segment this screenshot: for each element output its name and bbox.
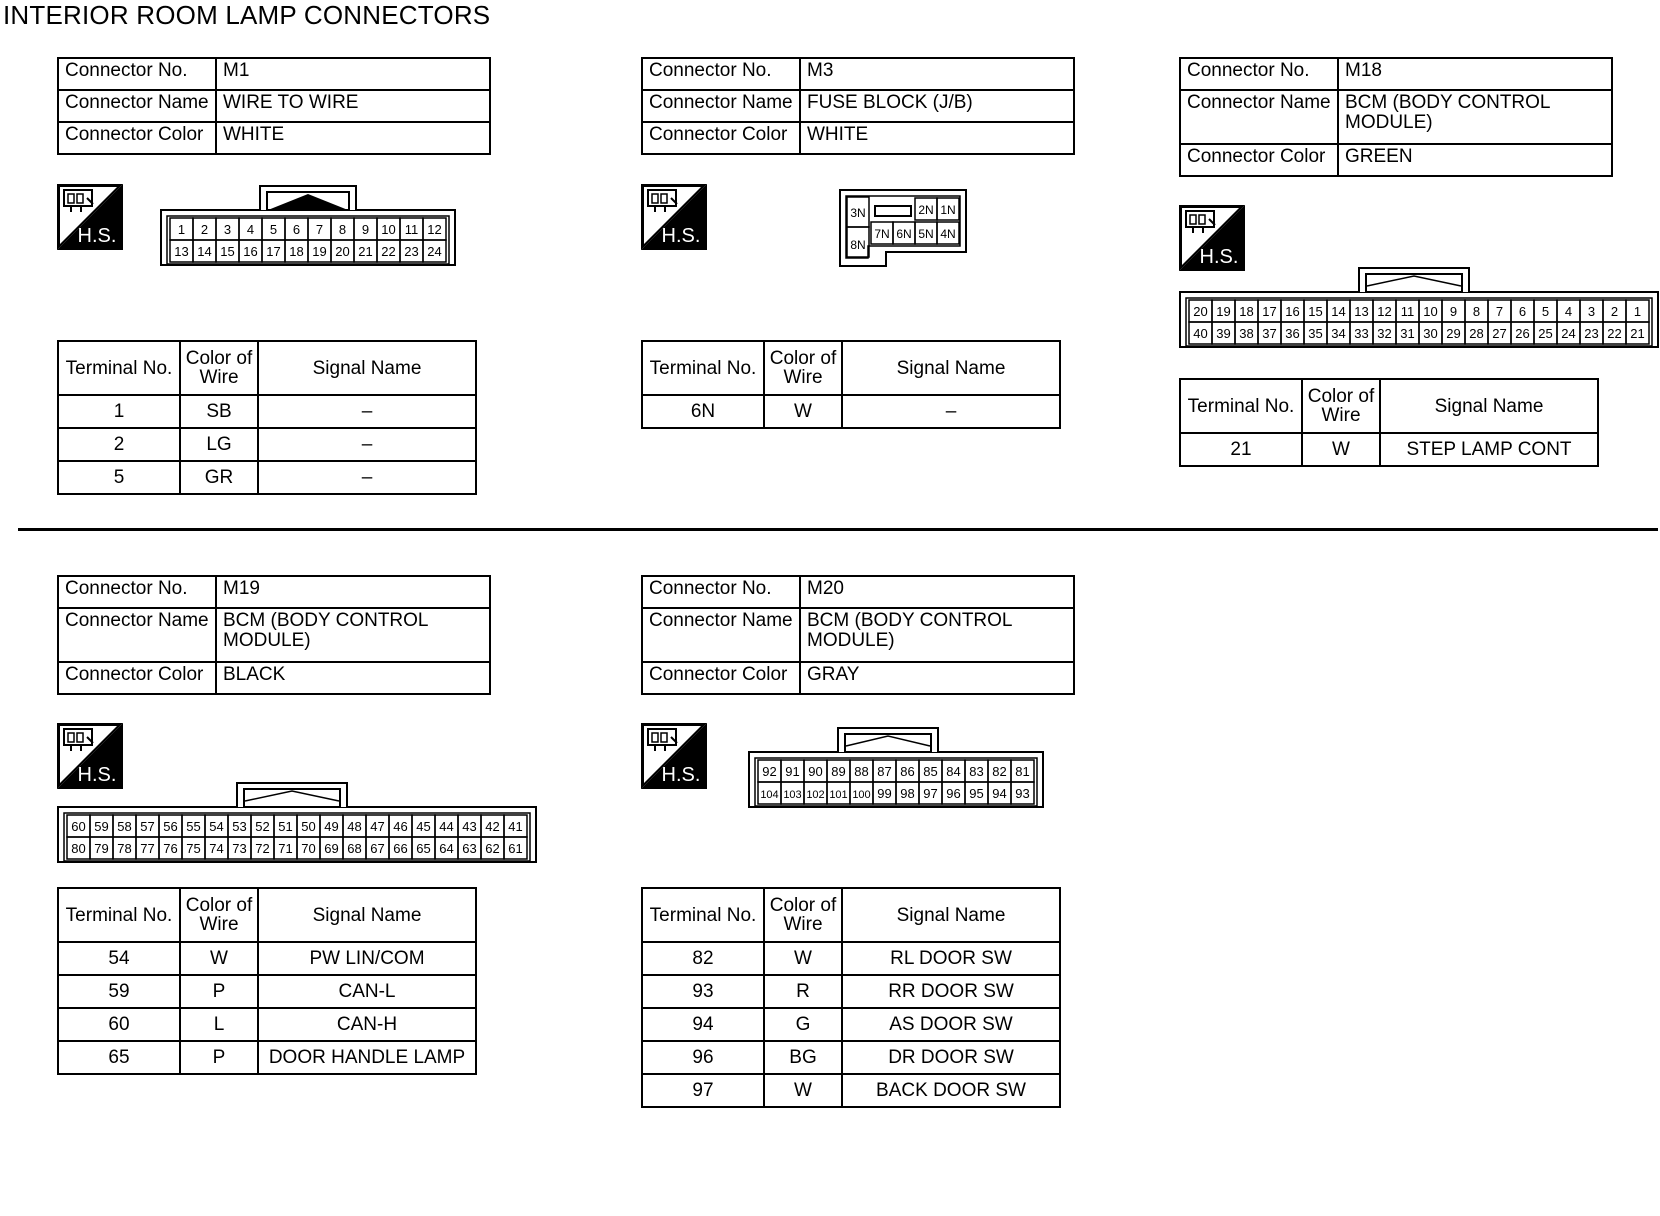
table-row — [642, 1074, 1060, 1107]
pin-label: 2 — [1610, 304, 1619, 319]
connector-no-value: M20 — [800, 576, 1074, 608]
pin-label: 101 — [829, 789, 848, 801]
harness-side-icon — [641, 184, 707, 250]
connector-color-value: WHITE — [800, 122, 1074, 154]
pin-label: 5 — [1541, 304, 1550, 319]
pin-label: 29 — [1446, 326, 1461, 341]
wire-color-cell: W — [1302, 433, 1380, 466]
pin-label: 85 — [923, 764, 938, 779]
table-row — [58, 461, 476, 494]
pin-label: 54 — [209, 819, 224, 834]
connector-color-value: WHITE — [216, 122, 490, 154]
signal-name-cell: – — [258, 428, 476, 461]
connector-color-label: Connector Color — [58, 662, 216, 694]
pin-label: 9 — [1449, 304, 1458, 319]
pin-label: 71 — [278, 841, 293, 856]
signal-name-cell: – — [842, 395, 1060, 428]
table-row — [1180, 433, 1598, 466]
pin-label: 5N — [918, 227, 934, 241]
wire-color-header: Color of Wire — [764, 888, 842, 942]
pin-label: 48 — [347, 819, 362, 834]
table-row — [58, 1041, 476, 1074]
connector-name-label: Connector Name — [642, 90, 800, 122]
pin-label: 80 — [71, 841, 86, 856]
signal-name-cell: AS DOOR SW — [842, 1008, 1060, 1041]
pin-label: 22 — [1607, 326, 1622, 341]
pin-label: 34 — [1331, 326, 1346, 341]
signal-name-cell: – — [258, 461, 476, 494]
connector-name-label: Connector Name — [642, 608, 800, 662]
connector-color-label: Connector Color — [1180, 144, 1338, 176]
wire-color-cell: W — [764, 1074, 842, 1107]
table-row — [58, 942, 476, 975]
table-row — [58, 1008, 476, 1041]
terminal-no-cell: 5 — [58, 461, 180, 494]
pin-label: 10 — [381, 222, 396, 237]
signal-name-cell: – — [258, 395, 476, 428]
wire-color-cell: SB — [180, 395, 258, 428]
wire-color-cell: W — [764, 395, 842, 428]
pin-label: 103 — [783, 789, 802, 801]
pin-label: 7N — [874, 227, 890, 241]
harness-side-icon — [1179, 205, 1245, 271]
pin-label: 98 — [900, 786, 915, 801]
pin-label: 99 — [877, 786, 892, 801]
pin-label: 17 — [266, 244, 281, 259]
pin-label: 75 — [186, 841, 201, 856]
pin-label: 23 — [404, 244, 419, 259]
pin-label: 72 — [255, 841, 270, 856]
pin-label: 77 — [140, 841, 155, 856]
terminal-table-m3 — [641, 340, 1061, 429]
terminal-no-header: Terminal No. — [58, 888, 180, 942]
pin-label: 1N — [940, 203, 956, 217]
pin-label: 3N — [850, 206, 866, 220]
pin-label: 39 — [1216, 326, 1231, 341]
pin-label: 27 — [1492, 326, 1507, 341]
connector-info-m19 — [57, 575, 491, 695]
table-row — [642, 1008, 1060, 1041]
pin-label: 65 — [416, 841, 431, 856]
harness-side-icon — [641, 723, 707, 789]
pin-label: 6N — [896, 227, 912, 241]
pin-label: 20 — [1193, 304, 1208, 319]
terminal-no-header: Terminal No. — [642, 341, 764, 395]
terminal-no-cell: 21 — [1180, 433, 1302, 466]
terminal-no-cell: 59 — [58, 975, 180, 1008]
terminal-no-cell: 2 — [58, 428, 180, 461]
pin-label: 90 — [808, 764, 823, 779]
pin-label: 43 — [462, 819, 477, 834]
connector-no-value: M18 — [1338, 58, 1612, 90]
connector-diagram-m1 — [160, 184, 456, 271]
terminal-no-header: Terminal No. — [642, 888, 764, 942]
terminal-table-m20 — [641, 887, 1061, 1108]
wire-color-cell: GR — [180, 461, 258, 494]
pin-label: 7 — [315, 222, 324, 237]
terminal-no-cell: 1 — [58, 395, 180, 428]
terminal-no-cell: 54 — [58, 942, 180, 975]
pin-label: 66 — [393, 841, 408, 856]
harness-side-icon — [57, 723, 123, 789]
pin-label: 93 — [1015, 786, 1030, 801]
connector-name-value: WIRE TO WIRE — [216, 90, 490, 122]
pin-label: 3 — [223, 222, 232, 237]
pin-label: 82 — [992, 764, 1007, 779]
table-row — [642, 1041, 1060, 1074]
terminal-no-cell: 94 — [642, 1008, 764, 1041]
signal-name-header: Signal Name — [258, 888, 476, 942]
pin-label: 86 — [900, 764, 915, 779]
connector-no-value: M3 — [800, 58, 1074, 90]
signal-name-header: Signal Name — [842, 341, 1060, 395]
wire-color-header: Color of Wire — [1302, 379, 1380, 433]
pin-label: 91 — [785, 764, 800, 779]
terminal-no-cell: 93 — [642, 975, 764, 1008]
pin-label: 45 — [416, 819, 431, 834]
pin-label: 52 — [255, 819, 270, 834]
connector-info-m20 — [641, 575, 1075, 695]
connector-no-value: M19 — [216, 576, 490, 608]
pin-label: 12 — [1377, 304, 1392, 319]
connector-no-label: Connector No. — [58, 576, 216, 608]
pin-label: 49 — [324, 819, 339, 834]
pin-label: 100 — [852, 789, 871, 801]
connector-info-m1 — [57, 57, 491, 155]
table-row — [642, 975, 1060, 1008]
pin-label: 56 — [163, 819, 178, 834]
pin-label: 1 — [1633, 304, 1642, 319]
pin-label: 30 — [1423, 326, 1438, 341]
pin-label: 42 — [485, 819, 500, 834]
pin-label: 10 — [1423, 304, 1438, 319]
signal-name-cell: CAN-H — [258, 1008, 476, 1041]
pin-label: 15 — [1308, 304, 1323, 319]
hs-label: H.S. — [77, 764, 117, 786]
signal-name-cell: RL DOOR SW — [842, 942, 1060, 975]
signal-name-cell: PW LIN/COM — [258, 942, 476, 975]
pin-label: 4 — [1564, 304, 1573, 319]
wire-color-cell: BG — [764, 1041, 842, 1074]
pin-label: 11 — [1400, 304, 1415, 319]
pin-label: 61 — [508, 841, 523, 856]
pin-label: 24 — [427, 244, 442, 259]
table-row — [58, 395, 476, 428]
pin-label: 13 — [174, 244, 189, 259]
connector-name-value: BCM (BODY CONTROL MODULE) — [216, 608, 490, 662]
pin-label: 68 — [347, 841, 362, 856]
pin-label: 6 — [1518, 304, 1527, 319]
pin-label: 38 — [1239, 326, 1254, 341]
pin-label: 89 — [831, 764, 846, 779]
pin-label: 74 — [209, 841, 224, 856]
connector-no-label: Connector No. — [58, 58, 216, 90]
page-title: INTERIOR ROOM LAMP CONNECTORS — [3, 0, 491, 30]
pin-label: 17 — [1262, 304, 1277, 319]
wire-color-cell: LG — [180, 428, 258, 461]
pin-label: 19 — [312, 244, 327, 259]
pin-label: 60 — [71, 819, 86, 834]
pin-label: 36 — [1285, 326, 1300, 341]
pin-label: 22 — [381, 244, 396, 259]
wire-color-header: Color of Wire — [180, 341, 258, 395]
terminal-no-cell: 60 — [58, 1008, 180, 1041]
pin-label: 12 — [427, 222, 442, 237]
pin-label: 7 — [1495, 304, 1504, 319]
pin-label: 87 — [877, 764, 892, 779]
signal-name-cell: DR DOOR SW — [842, 1041, 1060, 1074]
connector-color-label: Connector Color — [642, 662, 800, 694]
terminal-table-m1 — [57, 340, 477, 495]
signal-name-header: Signal Name — [1380, 379, 1598, 433]
connector-color-value: GRAY — [800, 662, 1074, 694]
pin-label: 31 — [1400, 326, 1415, 341]
pin-label: 25 — [1538, 326, 1553, 341]
connector-no-label: Connector No. — [1180, 58, 1338, 90]
pin-label: 81 — [1015, 764, 1030, 779]
signal-name-header: Signal Name — [842, 888, 1060, 942]
table-row — [58, 975, 476, 1008]
connector-color-label: Connector Color — [58, 122, 216, 154]
pin-label: 11 — [404, 222, 419, 237]
pin-label: 2 — [200, 222, 209, 237]
pin-label: 46 — [393, 819, 408, 834]
pin-label: 102 — [806, 789, 825, 801]
pin-label: 94 — [992, 786, 1007, 801]
pin-label: 92 — [762, 764, 777, 779]
pin-label: 64 — [439, 841, 454, 856]
pin-label: 62 — [485, 841, 500, 856]
terminal-no-cell: 82 — [642, 942, 764, 975]
pin-label: 15 — [220, 244, 235, 259]
connector-name-label: Connector Name — [1180, 90, 1338, 144]
hs-label: H.S. — [661, 764, 701, 786]
pin-label: 73 — [232, 841, 247, 856]
pin-label: 44 — [439, 819, 454, 834]
connector-name-value: BCM (BODY CONTROL MODULE) — [800, 608, 1074, 662]
wire-color-cell: W — [180, 942, 258, 975]
signal-name-cell: CAN-L — [258, 975, 476, 1008]
pin-label: 16 — [243, 244, 258, 259]
connector-name-label: Connector Name — [58, 608, 216, 662]
pin-label: 32 — [1377, 326, 1392, 341]
connector-name-value: FUSE BLOCK (J/B) — [800, 90, 1074, 122]
terminal-no-header: Terminal No. — [58, 341, 180, 395]
terminal-table-m19 — [57, 887, 477, 1075]
pin-label: 83 — [969, 764, 984, 779]
signal-name-cell: RR DOOR SW — [842, 975, 1060, 1008]
pin-label: 96 — [946, 786, 961, 801]
connector-info-m18 — [1179, 57, 1613, 177]
pin-label: 28 — [1469, 326, 1484, 341]
wire-color-header: Color of Wire — [764, 341, 842, 395]
wire-color-cell: G — [764, 1008, 842, 1041]
pin-label: 35 — [1308, 326, 1323, 341]
pin-label: 18 — [289, 244, 304, 259]
pin-label: 55 — [186, 819, 201, 834]
pin-label: 50 — [301, 819, 316, 834]
connector-name-label: Connector Name — [58, 90, 216, 122]
pin-label: 14 — [1331, 304, 1346, 319]
connector-color-label: Connector Color — [642, 122, 800, 154]
terminal-no-cell: 65 — [58, 1041, 180, 1074]
terminal-no-cell: 6N — [642, 395, 764, 428]
wire-color-cell: P — [180, 1041, 258, 1074]
pin-label: 33 — [1354, 326, 1369, 341]
pin-label: 51 — [278, 819, 293, 834]
pin-label: 47 — [370, 819, 385, 834]
wire-color-header: Color of Wire — [180, 888, 258, 942]
wire-color-cell: P — [180, 975, 258, 1008]
wire-color-cell: W — [764, 942, 842, 975]
terminal-table-m18 — [1179, 378, 1599, 467]
pin-label: 8N — [850, 238, 866, 252]
pin-label: 8 — [1472, 304, 1481, 319]
wire-color-cell: R — [764, 975, 842, 1008]
connector-info-m3 — [641, 57, 1075, 155]
pin-label: 24 — [1561, 326, 1576, 341]
table-row — [58, 428, 476, 461]
connector-diagram-m3 — [838, 184, 968, 275]
pin-label: 3 — [1587, 304, 1596, 319]
pin-label: 21 — [358, 244, 373, 259]
pin-label: 70 — [301, 841, 316, 856]
pin-label: 41 — [508, 819, 523, 834]
hs-label: H.S. — [77, 225, 117, 247]
signal-name-header: Signal Name — [258, 341, 476, 395]
connector-no-value: M1 — [216, 58, 490, 90]
pin-label: 8 — [338, 222, 347, 237]
pin-label: 67 — [370, 841, 385, 856]
connector-name-value: BCM (BODY CONTROL MODULE) — [1338, 90, 1612, 144]
pin-label: 78 — [117, 841, 132, 856]
pin-label: 13 — [1354, 304, 1369, 319]
signal-name-cell: STEP LAMP CONT — [1380, 433, 1598, 466]
section-divider — [18, 528, 1658, 531]
harness-side-icon — [57, 184, 123, 250]
pin-label: 1 — [177, 222, 186, 237]
pin-label: 59 — [94, 819, 109, 834]
pin-label: 79 — [94, 841, 109, 856]
wire-color-cell: L — [180, 1008, 258, 1041]
pin-label: 76 — [163, 841, 178, 856]
signal-name-cell: DOOR HANDLE LAMP — [258, 1041, 476, 1074]
connector-diagram-m18 — [1179, 266, 1659, 353]
pin-label: 104 — [760, 789, 779, 801]
connector-no-label: Connector No. — [642, 58, 800, 90]
pin-label: 14 — [197, 244, 212, 259]
hs-label: H.S. — [661, 225, 701, 247]
pin-label: 5 — [269, 222, 278, 237]
terminal-no-header: Terminal No. — [1180, 379, 1302, 433]
pin-label: 9 — [361, 222, 370, 237]
pin-label: 63 — [462, 841, 477, 856]
terminal-no-cell: 97 — [642, 1074, 764, 1107]
pin-label: 58 — [117, 819, 132, 834]
pin-label: 4N — [940, 227, 956, 241]
pin-label: 69 — [324, 841, 339, 856]
pin-label: 6 — [292, 222, 301, 237]
pin-label: 57 — [140, 819, 155, 834]
table-row — [642, 395, 1060, 428]
pin-label: 4 — [246, 222, 255, 237]
pin-label: 40 — [1193, 326, 1208, 341]
pin-label: 53 — [232, 819, 247, 834]
pin-label: 16 — [1285, 304, 1300, 319]
connector-color-value: BLACK — [216, 662, 490, 694]
connector-diagram-m19 — [57, 781, 537, 868]
terminal-no-cell: 96 — [642, 1041, 764, 1074]
connector-no-label: Connector No. — [642, 576, 800, 608]
signal-name-cell: BACK DOOR SW — [842, 1074, 1060, 1107]
pin-label: 18 — [1239, 304, 1254, 319]
pin-label: 88 — [854, 764, 869, 779]
pin-label: 97 — [923, 786, 938, 801]
pin-label: 26 — [1515, 326, 1530, 341]
pin-label: 21 — [1630, 326, 1645, 341]
pin-label: 84 — [946, 764, 961, 779]
connector-color-value: GREEN — [1338, 144, 1612, 176]
pin-label: 20 — [335, 244, 350, 259]
pin-label: 95 — [969, 786, 984, 801]
pin-label: 19 — [1216, 304, 1231, 319]
pin-label: 37 — [1262, 326, 1277, 341]
pin-label: 23 — [1584, 326, 1599, 341]
pin-label: 2N — [918, 203, 934, 217]
table-row — [642, 942, 1060, 975]
hs-label: H.S. — [1199, 246, 1239, 268]
connector-diagram-m20 — [748, 726, 1044, 813]
